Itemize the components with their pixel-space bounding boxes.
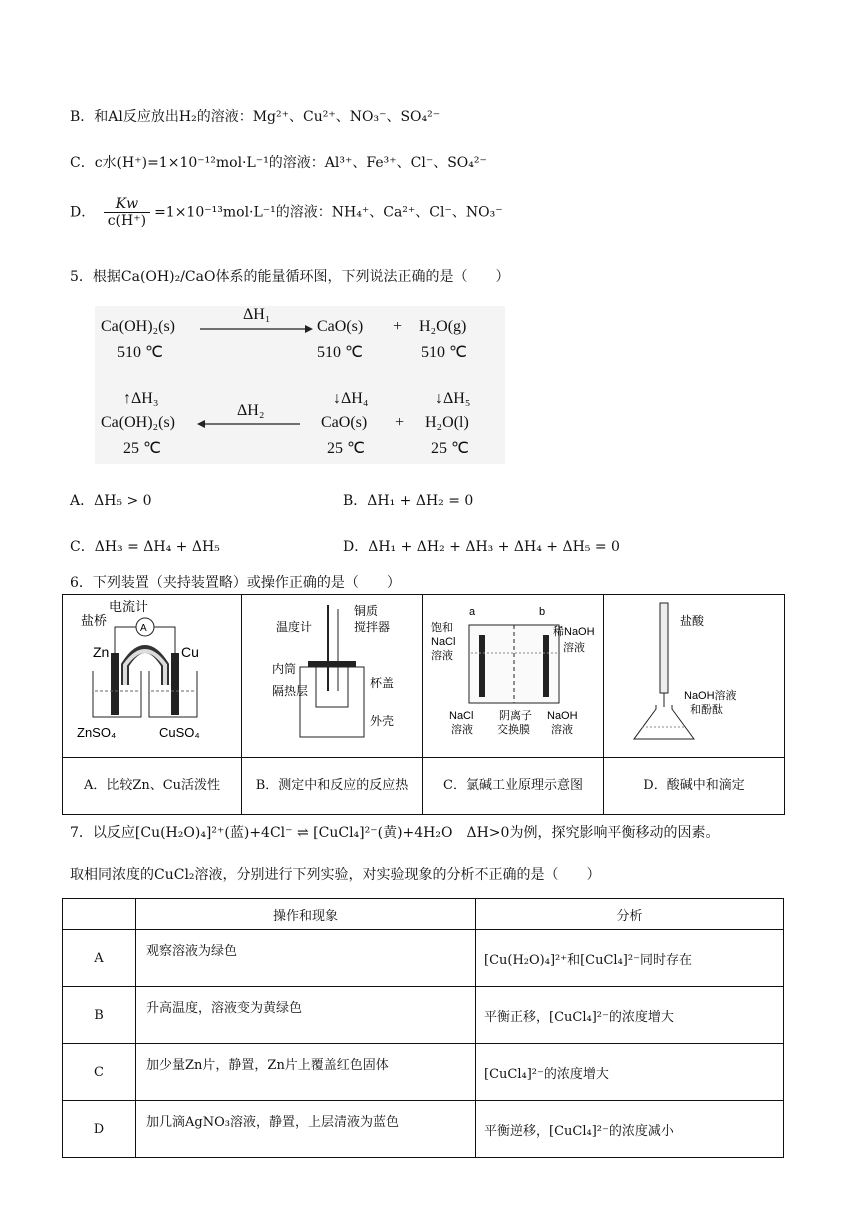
table-row: B 升高温度，溶液变为黄绿色 平衡正移，[CuCl₄]²⁻的浓度增大 bbox=[63, 987, 784, 1044]
svg-text:盐酸: 盐酸 bbox=[680, 614, 705, 628]
svg-text:溶液: 溶液 bbox=[451, 724, 473, 736]
header-operation: 操作和现象 bbox=[136, 899, 476, 930]
top-mid-species: CaO(s) bbox=[317, 318, 364, 335]
svg-text:Zn: Zn bbox=[93, 644, 110, 660]
calorimeter-figure bbox=[242, 595, 422, 753]
q6-stem: 6．下列装置（夹持装置略）或操作正确的是（ ） bbox=[70, 575, 401, 591]
energy-cycle-diagram bbox=[95, 306, 505, 464]
svg-text:NaCl: NaCl bbox=[449, 710, 474, 722]
q7-stem-1: 7．以反应[Cu(H₂O)₄]²⁺(蓝)+4Cl⁻ ⇌ [CuCl₄]²⁻(黄)+4H₂O ΔH>0为例，探究影响平衡移动的因素。 bbox=[70, 825, 720, 841]
q5-option-b: B．ΔH₁ + ΔH₂ = 0 bbox=[343, 493, 474, 509]
dh2-label: ΔH₂ bbox=[237, 402, 265, 419]
svg-text:NaOH溶液: NaOH溶液 bbox=[684, 690, 737, 702]
svg-text:溶液: 溶液 bbox=[563, 642, 585, 654]
svg-text:CuSO₄: CuSO₄ bbox=[159, 725, 200, 740]
fig-b-cell bbox=[242, 595, 423, 758]
plus-top: + bbox=[393, 318, 403, 335]
apparatus-table bbox=[62, 594, 785, 815]
chlor-alkali-figure bbox=[423, 595, 603, 753]
q4-option-b: B．和Al反应放出H₂的溶液：Mg²⁺、Cu²⁺、NO₃⁻、SO₄²⁻ bbox=[70, 109, 441, 125]
fig-c-cell bbox=[423, 595, 604, 758]
q4-option-c-text: c水(H⁺)=1×10⁻¹²mol·L⁻¹的溶液：Al³⁺、Fe³⁺、Cl⁻、SO₄²⁻ bbox=[94, 155, 487, 171]
top-right-species: H₂O(g) bbox=[419, 318, 467, 335]
fig-a-cell bbox=[63, 595, 242, 758]
q4-option-d: D． $\frac{Kw}{c(H^+)}$ =1×10⁻¹³mol·L⁻¹的溶液：NH₄⁺、Ca²⁺、Cl⁻、NO₃⁻ bbox=[70, 196, 503, 229]
top-left-temp: 510 ℃ bbox=[117, 344, 163, 361]
svg-text:b: b bbox=[539, 606, 546, 618]
titration-figure bbox=[604, 595, 784, 753]
header-analysis: 分析 bbox=[476, 899, 784, 930]
table-row: A 观察溶液为绿色 [Cu(H₂O)₄]²⁺和[CuCl₄]²⁻同时存在 bbox=[63, 930, 784, 987]
svg-text:阴离子: 阴离子 bbox=[499, 710, 532, 722]
svg-text:溶液: 溶液 bbox=[431, 650, 453, 662]
experiment-table bbox=[62, 898, 784, 1158]
svg-text:内筒: 内筒 bbox=[272, 662, 297, 676]
svg-text:饱和: 饱和 bbox=[431, 622, 453, 634]
fig-d-cell bbox=[604, 595, 785, 758]
svg-text:Cu: Cu bbox=[181, 644, 199, 660]
svg-text:搅拌器: 搅拌器 bbox=[354, 620, 391, 634]
svg-text:隔热层: 隔热层 bbox=[272, 684, 309, 698]
caption-d: D．酸碱中和滴定 bbox=[604, 758, 785, 815]
q5-stem: 5．根据Ca(OH)₂/CaO体系的能量循环图，下列说法正确的是（ ） bbox=[70, 269, 510, 285]
svg-text:铜质: 铜质 bbox=[354, 604, 379, 618]
top-right-temp: 510 ℃ bbox=[421, 344, 467, 361]
svg-text:电流计: 电流计 bbox=[109, 599, 149, 614]
bot-left-species: Ca(OH)₂(s) bbox=[101, 414, 175, 431]
bot-right-temp: 25 ℃ bbox=[431, 440, 469, 457]
svg-text:A: A bbox=[140, 623, 147, 634]
plus-bottom: + bbox=[395, 414, 405, 431]
q5-option-d: D．ΔH₁ + ΔH₂ + ΔH₃ + ΔH₄ + ΔH₅ = 0 bbox=[343, 539, 620, 555]
table-row: C 加少量Zn片，静置，Zn片上覆盖红色固体 [CuCl₄]²⁻的浓度增大 bbox=[63, 1044, 784, 1101]
caption-c: C．氯碱工业原理示意图 bbox=[423, 758, 604, 815]
svg-text:杯盖: 杯盖 bbox=[370, 676, 395, 690]
svg-text:外壳: 外壳 bbox=[370, 714, 395, 728]
svg-text:ZnSO₄: ZnSO₄ bbox=[77, 725, 117, 740]
svg-text:盐桥: 盐桥 bbox=[81, 613, 108, 628]
kw-fraction: $\frac{Kw}{c(H^+)}$ bbox=[104, 196, 150, 229]
q4-option-d-text: =1×10⁻¹³mol·L⁻¹的溶液：NH₄⁺、Ca²⁺、Cl⁻、NO₃⁻ bbox=[154, 204, 503, 221]
q4-option-c: C．c水(H⁺)=1×10⁻¹²mol·L⁻¹的溶液：Al³⁺、Fe³⁺、Cl⁻、SO₄²⁻ bbox=[70, 155, 487, 171]
bot-mid-species: CaO(s) bbox=[321, 414, 368, 431]
svg-text:和酚酞: 和酚酞 bbox=[690, 704, 723, 716]
svg-text:溶液: 溶液 bbox=[551, 724, 573, 736]
bot-left-temp: 25 ℃ bbox=[123, 440, 161, 457]
galvanic-cell-figure bbox=[63, 595, 241, 753]
q4-option-b-text: 和Al反应放出H₂的溶液：Mg²⁺、Cu²⁺、NO₃⁻、SO₄²⁻ bbox=[94, 109, 441, 125]
svg-text:a: a bbox=[469, 606, 476, 618]
top-left-species: Ca(OH)₂(s) bbox=[101, 318, 175, 335]
q7-stem-2: 取相同浓度的CuCl₂溶液，分别进行下列实验，对实验现象的分析不正确的是（ ） bbox=[70, 867, 601, 883]
bot-mid-temp: 25 ℃ bbox=[327, 440, 365, 457]
svg-text:温度计: 温度计 bbox=[276, 620, 313, 634]
dh1-label: ΔH₁ bbox=[243, 306, 271, 323]
dh5-label: ↓ΔH₅ bbox=[435, 390, 471, 407]
dh3-label: ↑ΔH₃ bbox=[123, 390, 159, 407]
top-mid-temp: 510 ℃ bbox=[317, 344, 363, 361]
bot-right-species: H₂O(l) bbox=[425, 414, 469, 431]
svg-text:稀NaOH: 稀NaOH bbox=[553, 626, 595, 638]
caption-a: A．比较Zn、Cu活泼性 bbox=[63, 758, 242, 815]
q5-option-a: A．ΔH₅ > 0 bbox=[70, 493, 152, 509]
dh4-label: ↓ΔH₄ bbox=[333, 390, 369, 407]
header-key bbox=[63, 899, 136, 930]
svg-text:NaCl: NaCl bbox=[431, 636, 456, 648]
q5-option-c: C．ΔH₃ = ΔH₄ + ΔH₅ bbox=[70, 539, 220, 555]
table-row: D 加几滴AgNO₃溶液，静置，上层清液为蓝色 平衡逆移，[CuCl₄]²⁻的浓度减小 bbox=[63, 1101, 784, 1158]
svg-text:交换膜: 交换膜 bbox=[497, 724, 530, 736]
svg-text:NaOH: NaOH bbox=[547, 710, 578, 722]
caption-b: B．测定中和反应的反应热 bbox=[242, 758, 423, 815]
